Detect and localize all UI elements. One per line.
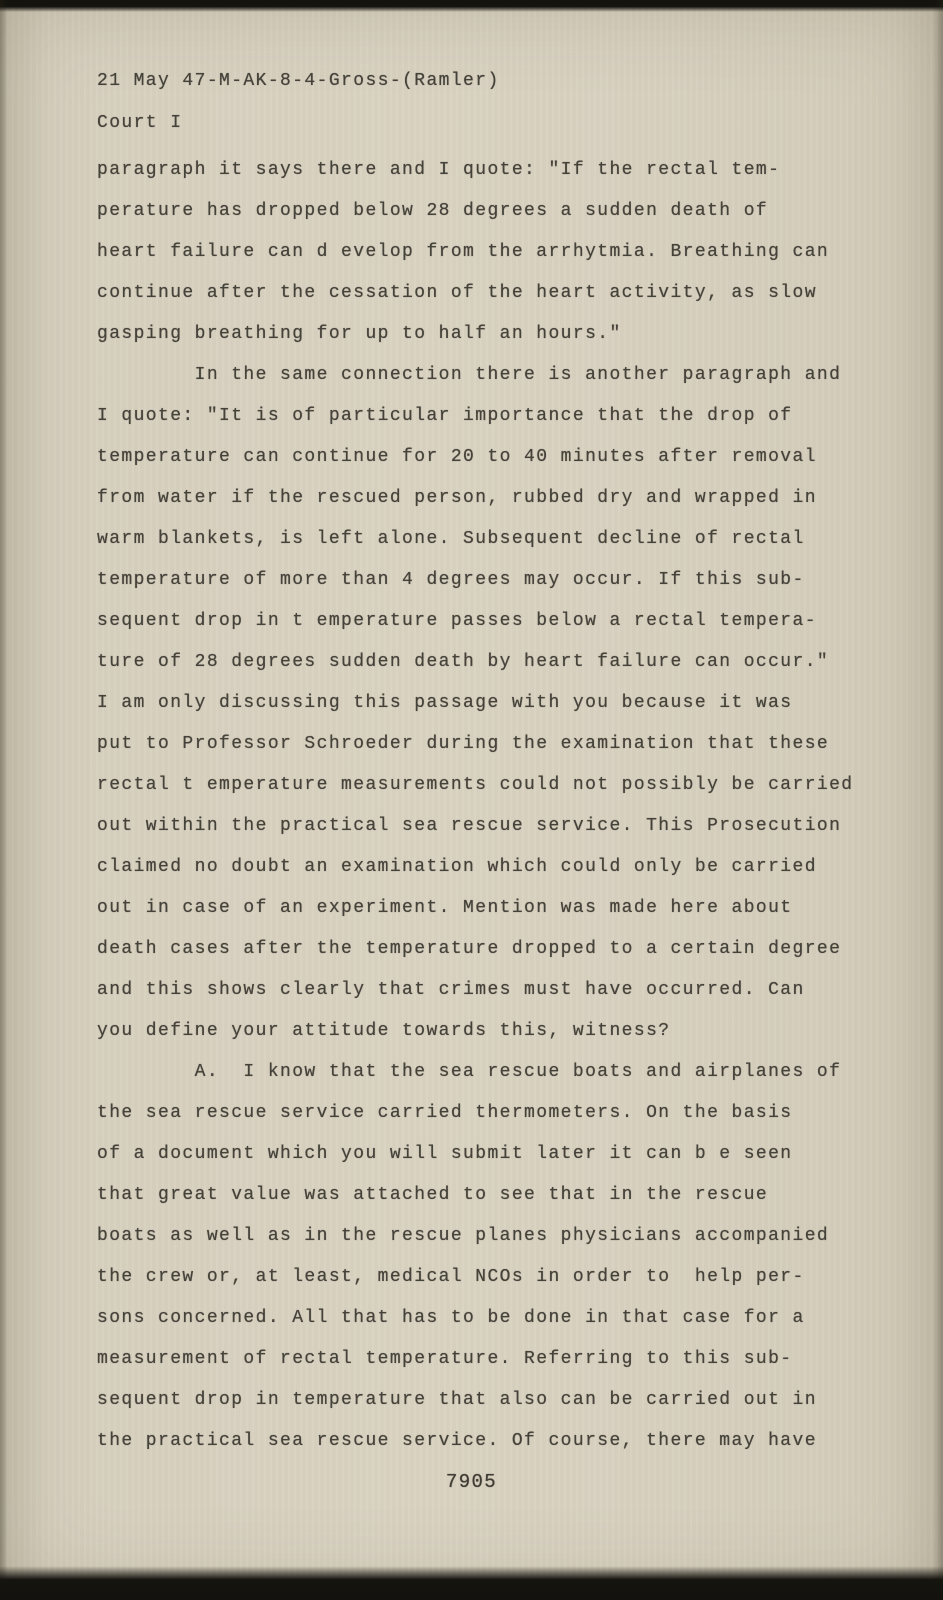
text-line: rectal t emperature measurements could not possibly be carried (97, 775, 854, 795)
page-number: 7905 (445, 1471, 498, 1493)
text-line: boats as well as in the rescue planes physicians accompanied (97, 1226, 830, 1246)
text-line: out within the practical sea rescue service. This Prosecution (97, 816, 842, 836)
text-line: gasping breathing for up to half an hours." (97, 324, 622, 344)
scan-edge-left (0, 0, 8, 1600)
text-line: of a document which you will submit later it can b e seen (97, 1144, 793, 1164)
text-line: temperature of more than 4 degrees may occur. If this sub- (97, 570, 805, 590)
text-line: ture of 28 degrees sudden death by heart failure can occur." (97, 652, 830, 672)
text-line: that great value was attached to see that in the rescue (97, 1185, 769, 1205)
scan-edge-bottom (0, 1566, 943, 1600)
text-line: continue after the cessation of the heart activity, as slow (97, 283, 817, 303)
scan-edge-top (0, 0, 943, 12)
text-line: the sea rescue service carried thermometers. On the basis (97, 1103, 793, 1123)
text-line: you define your attitude towards this, witness? (97, 1021, 671, 1041)
text-line: death cases after the temperature dropped to a certain degree (97, 939, 842, 959)
text-line: perature has dropped below 28 degrees a sudden death of (97, 201, 769, 221)
scan-edge-right (933, 0, 943, 1600)
document-id-line: 21 May 47-M-AK-8-4-Gross-(Ramler) (97, 71, 500, 91)
text-line: out in case of an experiment. Mention was made here about (97, 898, 793, 918)
text-line: I quote: "It is of particular importance that the drop of (97, 406, 793, 426)
court-line: Court I (97, 113, 183, 133)
text-line: the crew or, at least, medical NCOs in order to help per- (97, 1267, 805, 1287)
text-line: measurement of rectal temperature. Referring to this sub- (97, 1349, 793, 1369)
document-body (97, 150, 883, 1462)
text-line: heart failure can d evelop from the arrhytmia. Breathing can (97, 242, 830, 262)
text-line: claimed no doubt an examination which could only be carried (97, 857, 817, 877)
text-line: In the same connection there is another paragraph and (97, 365, 842, 385)
text-line: from water if the rescued person, rubbed dry and wrapped in (97, 488, 817, 508)
text-line: paragraph it says there and I quote: "If the rectal tem- (97, 160, 781, 180)
text-line: and this shows clearly that crimes must have occurred. Can (97, 980, 805, 1000)
text-line: temperature can continue for 20 to 40 minutes after removal (97, 447, 817, 467)
text-line: warm blankets, is left alone. Subsequent decline of rectal (97, 529, 805, 549)
text-line: sons concerned. All that has to be done in that case for a (97, 1308, 805, 1328)
text-line: I am only discussing this passage with you because it was (97, 693, 793, 713)
text-line: sequent drop in temperature that also can be carried out in (97, 1390, 817, 1410)
text-line: put to Professor Schroeder during the examination that these (97, 734, 830, 754)
document-header (97, 60, 500, 144)
text-line: the practical sea rescue service. Of course, there may have (97, 1431, 817, 1451)
text-line: A. I know that the sea rescue boats and airplanes of (97, 1062, 842, 1082)
text-line: sequent drop in t emperature passes below a rectal tempera- (97, 611, 817, 631)
